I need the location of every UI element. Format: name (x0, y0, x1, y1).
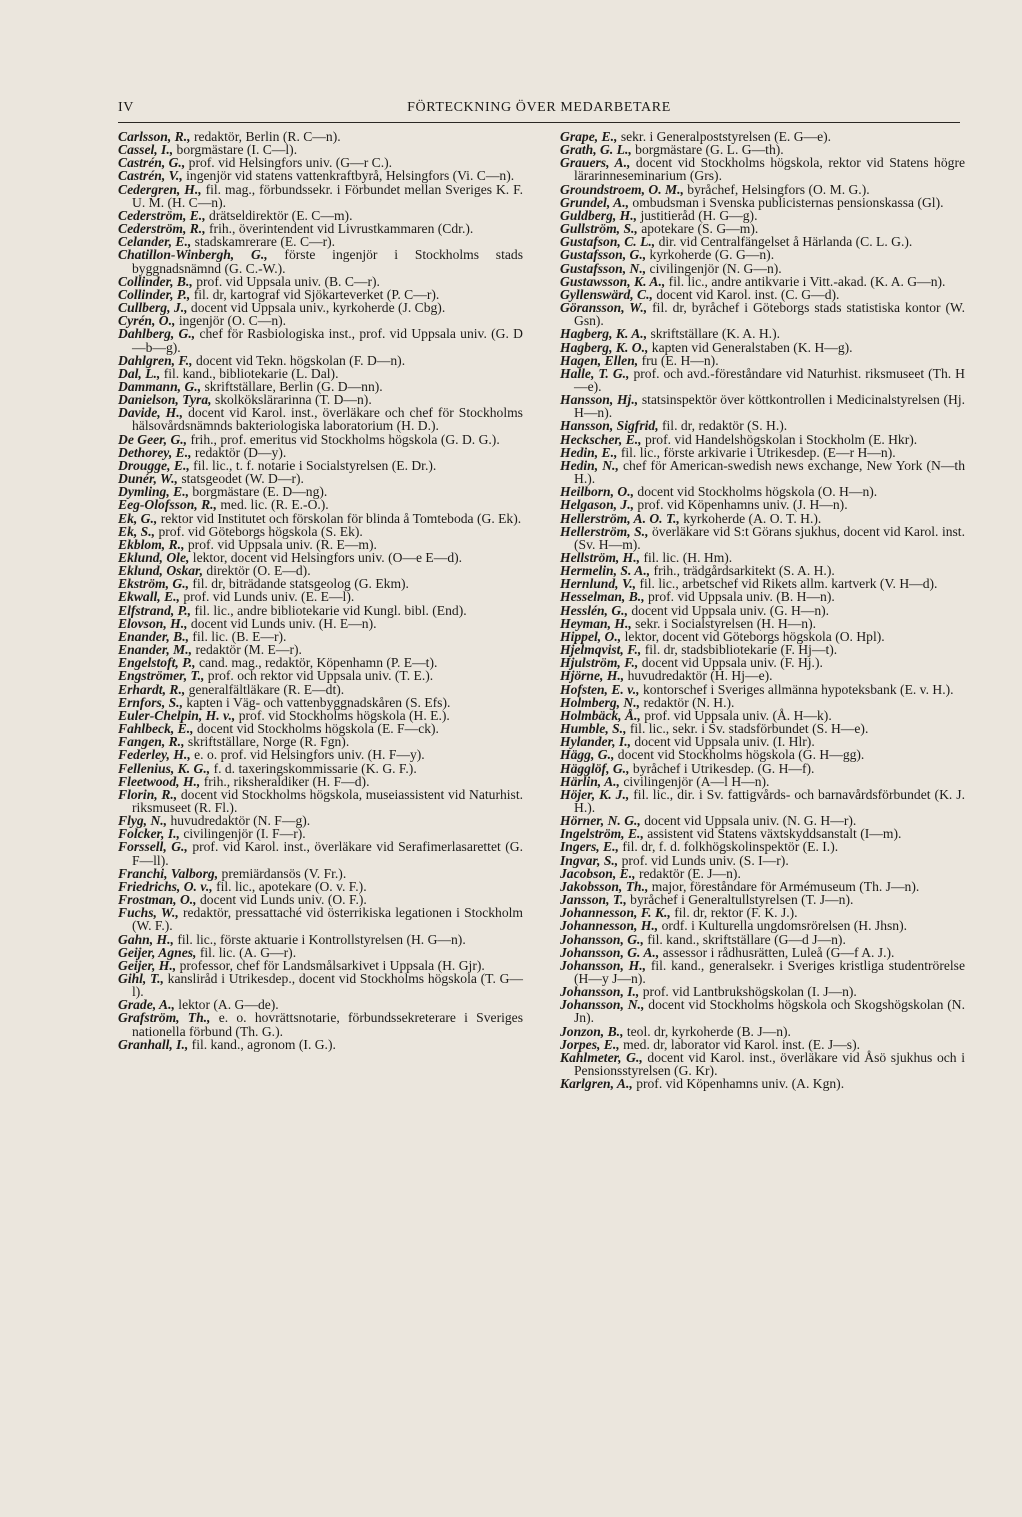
contributor-description: docent vid Stockholms högskola (G. H—gg). (617, 747, 865, 763)
contributor-entry (560, 998, 965, 1024)
contributor-name: Folcker, I., (118, 826, 180, 842)
contributor-description: chef för American-swedish news exchange, New York (N—th H.). (574, 457, 965, 487)
contributor-name: Ingers, E., (560, 839, 619, 855)
contributor-description: docent vid Stockholms högskola, museiassistent vid Naturhist. riksmuseet (R. Fl.). (132, 786, 524, 815)
contributor-description: skriftställare (K. A. H.). (650, 326, 781, 342)
contributor-entry (560, 459, 965, 485)
contributor-name: Johannesson, F. K., (560, 905, 671, 921)
contributor-name: Kahlmeter, G., (560, 1049, 643, 1065)
contributor-description: fil. kand., generalsekr. i Sveriges kristliga studentrörelse (H—y J—n). (574, 957, 965, 986)
contributor-description: docent vid Uppsala univ. (I. Hlr). (634, 734, 815, 750)
contributor-entry (560, 367, 965, 393)
contributor-name: Hellerström, S., (560, 523, 649, 539)
contributor-description: lektor (A. G—de). (178, 997, 279, 1013)
contributor-description: kansliråd i Utrikesdep., docent vid Stockholms högskola (T. G—l). (132, 971, 523, 1000)
contributor-description: redaktör (N. H.). (643, 694, 735, 710)
contributor-description: fil. kand., bibliotekarie (L. Dal). (163, 365, 339, 381)
contributor-name: Hagberg, K. O., (560, 339, 649, 355)
contributor-description: byråchef i Generaltullstyrelsen (T. J—n). (630, 892, 854, 908)
contributor-name: Holmbäck, Å., (560, 707, 641, 723)
contributor-name: Cullberg, J., (118, 300, 188, 316)
contributor-description: fil. dr, rektor (F. K. J.). (674, 905, 798, 921)
contributor-description: prof. vid Uppsala univ. (R. E—m). (187, 536, 377, 552)
contributor-description: docent vid Uppsala univ. (G. H—n). (631, 602, 830, 618)
contributor-name: Hellerström, A. O. T., (560, 510, 680, 526)
contributor-name: Höjer, K. J., (560, 786, 630, 802)
contributor-description: stadskamrerare (E. C—r). (194, 234, 336, 250)
page-title: FÖRTECKNING ÖVER MEDARBETARE (407, 100, 671, 115)
contributor-name: Heckscher, E., (560, 431, 642, 447)
contributor-name: Fleetwood, H., (118, 773, 201, 789)
contributor-name: Grade, A., (118, 997, 175, 1013)
contributor-name: Härlin, A., (560, 773, 620, 789)
contributor-entry (118, 183, 523, 209)
contributor-description: fru (E. H—n). (641, 352, 719, 368)
contributor-description: redaktör (M. E—r). (195, 642, 302, 658)
contributor-description: fil. dr, kartograf vid Sjökarteverket (P. C—r). (193, 286, 440, 302)
contributor-description: docent vid Stockholms högskola (E. F—ck). (196, 721, 439, 737)
contributor-description: docent vid Stockholms högskola och Skogshögskolan (N. Jn). (574, 997, 966, 1026)
contributor-name: Hermelin, S. A., (560, 563, 651, 579)
contributor-description: statsinspektör över köttkontrollen i Medicinalstyrelsen (Hj. H—n). (574, 392, 965, 421)
contributor-entry (560, 959, 965, 985)
contributor-name: Hansson, Hj., (560, 392, 639, 408)
contributor-description: major, föreståndare för Armémuseum (Th. J—n). (651, 878, 920, 894)
contributor-name: Gustafsson, N., (560, 260, 647, 276)
contributor-name: Hjelmqvist, F., (560, 642, 642, 658)
contributor-description: prof. vid Handelshögskolan i Stockholm (E. Hkr). (644, 431, 918, 447)
contributor-name: Dymling, E., (118, 484, 189, 500)
contributor-name: Grauers, A., (560, 155, 631, 171)
contributor-name: Flyg, N., (118, 813, 168, 829)
contributor-name: Ekblom, R., (118, 536, 185, 552)
contributor-description: cand. mag., redaktör, Köpenhamn (P. E—t). (198, 655, 438, 671)
contributor-name: Johansson, N., (560, 997, 645, 1013)
contributor-name: Danielson, Tyra, (118, 392, 212, 408)
contributor-description: lektor, docent vid Göteborgs högskola (O. Hpl). (624, 628, 885, 644)
contributor-name: Castrén, G., (118, 155, 186, 171)
contributor-description: justitieråd (H. G—g). (640, 207, 758, 223)
contributor-description: fil. lic. (A. G—r). (199, 944, 297, 960)
contributor-name: Göransson, W., (560, 300, 648, 316)
contributor-description: fil. lic., t. f. notarie i Socialstyrelsen (E. Dr.). (193, 457, 437, 473)
contributor-name: Carlsson, R., (118, 129, 191, 144)
contributor-description: skolkökslärarinna (T. D—n). (214, 392, 372, 408)
contributor-name: Gustafsson, G., (560, 247, 647, 263)
contributor-description: fil. dr, redaktör (S. H.). (662, 418, 788, 434)
contributor-name: Cederström, E., (118, 207, 206, 223)
contributor-description: fil. kand., agronom (I. G.). (191, 1036, 336, 1052)
contributor-name: Fahlbeck, E., (118, 721, 194, 737)
contributor-description: fil. dr, biträdande statsgeolog (G. Ekm). (192, 576, 409, 592)
contributor-entry (118, 906, 523, 932)
contributor-description: docent vid Karol. inst., överläkare och chef för Stockholms hälsovårdsnämnds bakteriologiska laboratorium (H. D.). (132, 405, 523, 434)
right-column (560, 130, 965, 1090)
contributor-description: prof. vid Uppsala univ. (B. C—r). (196, 273, 380, 289)
contributor-description: apotekare (S. G—m). (641, 221, 759, 237)
contributor-description: fil. lic., andre antikvarie i Vitt.-akad. (K. A. G—n). (668, 273, 946, 289)
contributor-name: Collinder, P., (118, 286, 191, 302)
contributor-name: Federley, H., (118, 747, 191, 763)
contributor-name: Friedrichs, O. v., (118, 878, 213, 894)
contributor-name: Ingelström, E., (560, 826, 644, 842)
contributor-name: Hippel, O., (560, 628, 622, 644)
page-header (118, 100, 960, 120)
contributor-description: redaktör, pressattaché vid österrikiska legationen i Stockholm (W. F.). (132, 905, 523, 934)
contributor-entry (560, 301, 965, 327)
contributor-name: Hörner, N. G., (560, 813, 641, 829)
contributor-description: e. o. hovrättsnotarie, förbundssekreterare i Sveriges nationella förbund (Th. G.). (132, 1010, 524, 1039)
contributor-description: frih., riksheraldiker (H. F—d). (203, 773, 370, 789)
contributor-description: dir. vid Centralfängelset å Härlanda (C. L. G.). (658, 234, 913, 250)
contributor-name: Gustawsson, K. A., (560, 273, 666, 289)
contributor-entry (118, 788, 523, 814)
contributor-name: Hesselman, B., (560, 589, 645, 605)
contributor-name: Eklund, Ole, (118, 550, 190, 565)
contributor-name: Ernfors, S., (118, 694, 183, 710)
contributor-description: chef för Rasbiologiska inst., prof. vid Uppsala univ. (G. D—b—g). (132, 326, 523, 355)
contributor-entry (118, 840, 523, 866)
contributor-description: fil. dr, byråchef i Göteborgs stads statistiska kontor (W. Gsn). (574, 300, 965, 329)
contributor-name: Gahn, H., (118, 931, 174, 947)
contributor-name: Gullström, S., (560, 221, 638, 237)
contributor-description: civilingenjör (I. F—r). (183, 826, 306, 842)
contributor-name: Hofsten, E. v., (560, 681, 640, 697)
contributor-name: Cassel, I., (118, 142, 174, 158)
contributor-name: Grape, E., (560, 129, 618, 144)
contributor-name: Hernlund, V., (560, 576, 637, 592)
contributor-name: Cederström, R., (118, 221, 206, 237)
contributor-name: Dethorey, E., (118, 444, 192, 460)
contributor-name: Cyrén, O., (118, 313, 176, 329)
contributor-description: civilingenjör (N. G—n). (649, 260, 782, 276)
contributor-name: Fellenius, K. G., (118, 760, 211, 776)
contributor-description: frih., trädgårdsarkitekt (S. A. H.). (653, 563, 835, 579)
contributor-description: prof. vid Karol. inst., överläkare vid Serafimerlasarettet (G. F—ll). (132, 839, 523, 868)
contributor-description: prof. vid Helsingfors univ. (G—r C.). (188, 155, 393, 171)
contributor-name: Ekström, G., (118, 576, 190, 592)
contributor-name: Drougge, E., (118, 457, 190, 473)
contributor-name: Hedin, N., (560, 457, 619, 473)
contributor-description: docent vid Stockholms högskola (O. H—n). (637, 484, 878, 500)
contributor-name: Franchi, Valborg, (118, 865, 219, 881)
contributor-description: frih., prof. emeritus vid Stockholms högskola (G. D. G.). (190, 431, 500, 447)
contributor-entry (118, 1011, 523, 1037)
contributor-description: överläkare vid S:t Görans sjukhus, docent vid Karol. inst. (Sv. H—m). (574, 523, 965, 552)
contributor-name: Engströmer, T., (118, 668, 205, 684)
contributor-name: Helgason, J., (560, 497, 635, 513)
contributor-description: lektor, docent vid Helsingfors univ. (O—e E—d). (192, 550, 463, 565)
contributor-description: fil. mag., förbundssekr. i Förbundet mellan Sveriges K. F. U. M. (H. C—n). (132, 181, 523, 210)
contributor-description: prof. vid Stockholms högskola (H. E.). (238, 707, 450, 723)
contributor-description: ingenjör (O. C—n). (178, 313, 287, 329)
contributor-entry (118, 248, 523, 274)
contributor-description: borgmästare (E. D—ng). (192, 484, 328, 500)
contributor-description: docent vid Lunds univ. (O. F.). (199, 892, 367, 908)
contributor-description: kyrkoherde (G. G—n). (649, 247, 775, 263)
contributor-name: Johansson, H., (560, 957, 647, 973)
contributor-description: premiärdansös (V. Fr.). (221, 865, 347, 881)
contributor-name: Grath, G. L., (560, 142, 632, 158)
contributor-name: Fuchs, W., (118, 905, 179, 921)
contributor-name: Geijer, Agnes, (118, 944, 197, 960)
contributor-description: prof. vid Lunds univ. (E. E—l). (183, 589, 355, 605)
contributor-name: Grafström, Th., (118, 1010, 211, 1026)
contributor-name: Dal, L., (118, 365, 161, 381)
contributor-name: Johannesson, H., (560, 918, 659, 934)
contributor-name: Gustafson, C. L., (560, 234, 656, 250)
page-number: IV (118, 100, 134, 115)
contributor-description: sekr. i Generalpoststyrelsen (E. G—e). (620, 129, 832, 144)
contributor-name: Granhall, I., (118, 1036, 189, 1052)
contributor-name: Hjörne, H., (560, 668, 625, 684)
contributor-description: drätseldirektör (E. C—m). (209, 207, 353, 223)
contributor-name: Groundstroem, O. M., (560, 181, 684, 197)
contributor-entry (560, 525, 965, 551)
contributor-description: e. o. prof. vid Helsingfors univ. (H. F—y). (194, 747, 425, 763)
contributor-description: kyrkoherde (A. O. T. H.). (683, 510, 822, 526)
contributor-description: ombudsman i Svenska publicisternas pensionskassa (Gl). (632, 194, 944, 210)
contributor-description: direktör (O. E—d). (206, 563, 311, 579)
contributor-name: Florin, R., (118, 786, 178, 802)
contributor-description: förste ingenjör i Stockholms stads byggnadsnämnd (G. C.-W.). (132, 247, 523, 276)
contributor-description: prof. och avd.-föreståndare vid Naturhist. riksmuseet (Th. H—e). (574, 365, 965, 394)
contributor-description: redaktör (E. J—n). (638, 865, 741, 881)
contributor-entry (118, 327, 523, 353)
contributor-description: byråchef, Helsingfors (O. M. G.). (687, 181, 870, 197)
contributor-name: Heyman, H., (560, 615, 632, 631)
contributor-description: fil. lic., apotekare (O. v. F.). (216, 878, 367, 894)
contributor-name: Dahlberg, G., (118, 326, 196, 342)
contributor-description: redaktör (D—y). (194, 444, 287, 460)
contributor-name: Fangen, R., (118, 734, 185, 750)
contributor-description: docent vid Uppsala univ. (N. G. H—r). (644, 813, 857, 829)
header-rule (118, 122, 960, 123)
contributor-description: prof. vid Köpenhamns univ. (J. H—n). (637, 497, 848, 513)
contributor-name: Ekwall, E., (118, 589, 180, 605)
contributor-name: Hansson, Sigfrid, (560, 418, 659, 434)
contributor-description: prof. vid Köpenhamns univ. (A. Kgn). (636, 1076, 845, 1092)
contributor-name: Hagberg, K. A., (560, 326, 648, 342)
contributor-description: fil. lic., förste arkivarie i Utrikesdep. (E—r H—n). (620, 444, 896, 460)
contributor-name: Gihl, T., (118, 971, 164, 986)
contributor-description: fil. lic., andre bibliotekarie vid Kungl. bibl. (End). (194, 602, 467, 618)
contributor-description: kapten i Väg- och vattenbyggnadskåren (S. Efs). (186, 694, 451, 710)
contributor-entry (560, 1077, 965, 1090)
contributor-name: Jorpes, E., (560, 1036, 620, 1052)
contributor-description: frih., överintendent vid Livrustkammaren (Cdr.). (209, 221, 474, 237)
contributor-description: redaktör, Berlin (R. C—n). (193, 129, 341, 144)
contributor-name: Enander, M., (118, 642, 193, 658)
contributor-name: Jonzon, B., (560, 1023, 624, 1039)
contributor-name: Halle, T. G., (560, 365, 630, 381)
contributor-name: Jacobson, E., (560, 865, 636, 881)
contributor-name: Chatillon-Winbergh, G., (118, 247, 268, 263)
contributor-description: rektor vid Institutet och förskolan för blinda å Tomteboda (G. Ek). (160, 510, 522, 526)
contributor-name: Cedergren, H., (118, 181, 202, 197)
contributor-description: ingenjör vid statens vattenkraftbyrå, Helsingfors (Vi. C—n). (186, 168, 515, 184)
contributor-name: Dahlgren, F., (118, 352, 193, 368)
contributor-description: prof. vid Göteborgs högskola (S. Ek). (158, 523, 363, 539)
contributor-name: Ek, S., (118, 523, 156, 539)
contributor-description: med. dr, laborator vid Karol. inst. (E. J—s). (623, 1036, 860, 1052)
contributor-entry (560, 788, 965, 814)
contributor-description: fil. lic., förste aktuarie i Kontrollstyrelsen (H. G—n). (177, 931, 466, 947)
contributor-name: Hägg, G., (560, 747, 615, 763)
contributor-description: prof. vid Uppsala univ. (Å. H—k). (644, 707, 832, 723)
contributor-name: Holmberg, N., (560, 694, 641, 710)
contributor-name: Gyllenswärd, C., (560, 286, 653, 302)
contributor-name: Karlgren, A., (560, 1076, 633, 1092)
contributor-name: Erhardt, R., (118, 681, 186, 697)
contributor-name: Elfstrand, P., (118, 602, 192, 618)
contributor-name: Heilborn, O., (560, 484, 635, 500)
contributor-description: docent vid Lunds univ. (H. E—n). (190, 615, 377, 631)
contributor-description: prof. vid Lunds univ. (S. I—r). (621, 852, 789, 868)
contributor-description: skriftställare, Norge (R. Fgn). (187, 734, 350, 750)
contributor-description: fil. dr, stadsbibliotekarie (F. Hj—t). (644, 642, 838, 658)
contributor-description: fil. kand., skriftställare (G—d J—n). (647, 931, 846, 947)
contributor-name: Castrén, V., (118, 168, 183, 184)
contributor-name: Enander, B., (118, 628, 190, 644)
contributor-description: byråchef i Utrikesdep. (G. H—f). (632, 760, 815, 776)
contributor-name: Grundel, A., (560, 194, 629, 210)
contributor-description: f. d. taxeringskommissarie (K. G. F.). (213, 760, 417, 776)
contributor-name: De Geer, G., (118, 431, 188, 447)
contributor-description: assessor i rådhusrätten, Luleå (G—f A. J.). (662, 944, 895, 960)
contributor-description: kapten vid Generalstaben (K. H—g). (651, 339, 853, 355)
contributor-name: Collinder, B., (118, 273, 193, 289)
contributor-description: huvudredaktör (N. F—g). (170, 813, 311, 829)
contributor-description: docent vid Uppsala univ. (F. Hj.). (641, 655, 823, 671)
contributor-description: civilingenjör (A—l H—n). (623, 773, 770, 789)
contributor-name: Eeg-Olofsson, R., (118, 497, 217, 513)
contributor-name: Forssell, G., (118, 839, 188, 855)
contributor-description: fil. lic., dir. i Sv. fattigvårds- och barnavårdsförbundet (K. J. H.). (574, 786, 965, 815)
contributor-name: Ingvar, S., (560, 852, 619, 868)
contributor-name: Elovson, H., (118, 615, 188, 631)
contributor-description: prof. och rektor vid Uppsala univ. (T. E.). (207, 668, 434, 684)
contributor-description: fil. lic., sekr. i Sv. stadsförbundet (S. H—e). (629, 721, 869, 737)
contributor-name: Dunér, W., (118, 471, 178, 487)
contributor-name: Hesslén, G., (560, 602, 628, 618)
contributor-name: Hylander, I., (560, 734, 631, 750)
contributor-description: statsgeodet (W. D—r). (181, 471, 304, 487)
contributor-name: Ek, G., (118, 510, 158, 526)
contributor-description: docent vid Stockholms högskola, rektor vid Statens högre lärarinneseminarium (Grs). (574, 155, 966, 184)
contributor-name: Humble, S., (560, 721, 627, 737)
contributor-entry (560, 393, 965, 419)
contributor-description: huvudredaktör (H. Hj—e). (627, 668, 773, 684)
contributor-name: Engelstoft, P., (118, 655, 196, 671)
contributor-description: fil. dr, f. d. folkhögskolinspektör (E. I.). (622, 839, 839, 855)
contributor-description: med. lic. (R. E.-O.). (220, 497, 329, 513)
contributor-description: fil. lic. (B. E—r). (192, 628, 287, 644)
contributor-description: sekr. i Socialstyrelsen (H. H—n). (635, 615, 816, 631)
contributor-name: Johansson, G. A., (560, 944, 660, 960)
contributor-name: Hedin, E., (560, 444, 618, 460)
contributor-description: skriftställare, Berlin (G. D—nn). (204, 378, 383, 394)
contributor-name: Celander, E., (118, 234, 192, 250)
contributor-description: docent vid Tekn. högskolan (F. D—n). (195, 352, 406, 368)
contributor-description: docent vid Karol. inst., överläkare vid Åsö sjukhus och i Pensionsstyrelsen (G. Kr). (574, 1049, 965, 1079)
contributor-description: fil. lic., arbetschef vid Rikets allm. kartverk (V. H—d). (639, 576, 938, 592)
contributor-name: Dammann, G., (118, 378, 202, 394)
contributor-entry (118, 406, 523, 432)
contributor-name: Geijer, H., (118, 957, 177, 973)
contributor-description: teol. dr, kyrkoherde (B. J—n). (626, 1023, 791, 1039)
left-column (118, 130, 523, 1051)
contributor-name: Guldberg, H., (560, 207, 638, 223)
contributor-name: Frostman, O., (118, 892, 197, 908)
contributor-description: prof. vid Uppsala univ. (B. H—n). (648, 589, 835, 605)
contributor-name: Eklund, Oskar, (118, 563, 203, 579)
contributor-description: generalfältläkare (R. E—dt). (188, 681, 345, 697)
contributor-name: Johansson, I., (560, 984, 640, 1000)
contributor-name: Euler-Chelpin, H. v., (118, 707, 236, 723)
contributor-description: borgmästare (I. C—l). (176, 142, 298, 158)
contributor-entry (560, 1051, 965, 1077)
contributor-description: docent vid Uppsala univ., kyrkoherde (J. Cbg). (190, 300, 446, 316)
contributor-entry (118, 972, 523, 998)
contributor-name: Johansson, G., (560, 931, 644, 947)
contributor-description: professor, chef för Landsmålsarkivet i Uppsala (H. Gjr). (179, 957, 485, 973)
contributor-description: kontorschef i Sveriges allmänna hypoteksbank (E. v. H.). (642, 681, 954, 697)
contributor-name: Hägglöf, G., (560, 760, 630, 776)
contributor-description: ordf. i Kulturella ungdomsrörelsen (H. Jhsn). (661, 918, 908, 934)
contributor-description: prof. vid Lantbrukshögskolan (I. J—n). (642, 984, 857, 1000)
contributor-description: borgmästare (G. L. G—th). (635, 142, 784, 158)
contributor-entry (560, 156, 965, 182)
contributor-entry (118, 1038, 523, 1051)
contributor-name: Jansson, T., (560, 892, 627, 908)
contributor-name: Hjulström, F., (560, 655, 639, 671)
contributor-name: Hagen, Ellen, (560, 352, 639, 368)
contributor-description: assistent vid Statens växtskyddsanstalt (I—m). (647, 826, 902, 842)
contributor-description: docent vid Karol. inst. (C. G—d). (656, 286, 840, 302)
contributor-description: fil. lic. (H. Hm). (643, 550, 733, 565)
contributor-name: Jakobsson, Th., (560, 878, 649, 894)
contributor-name: Hellström, H., (560, 550, 641, 565)
contributor-name: Davide, H., (118, 405, 184, 421)
